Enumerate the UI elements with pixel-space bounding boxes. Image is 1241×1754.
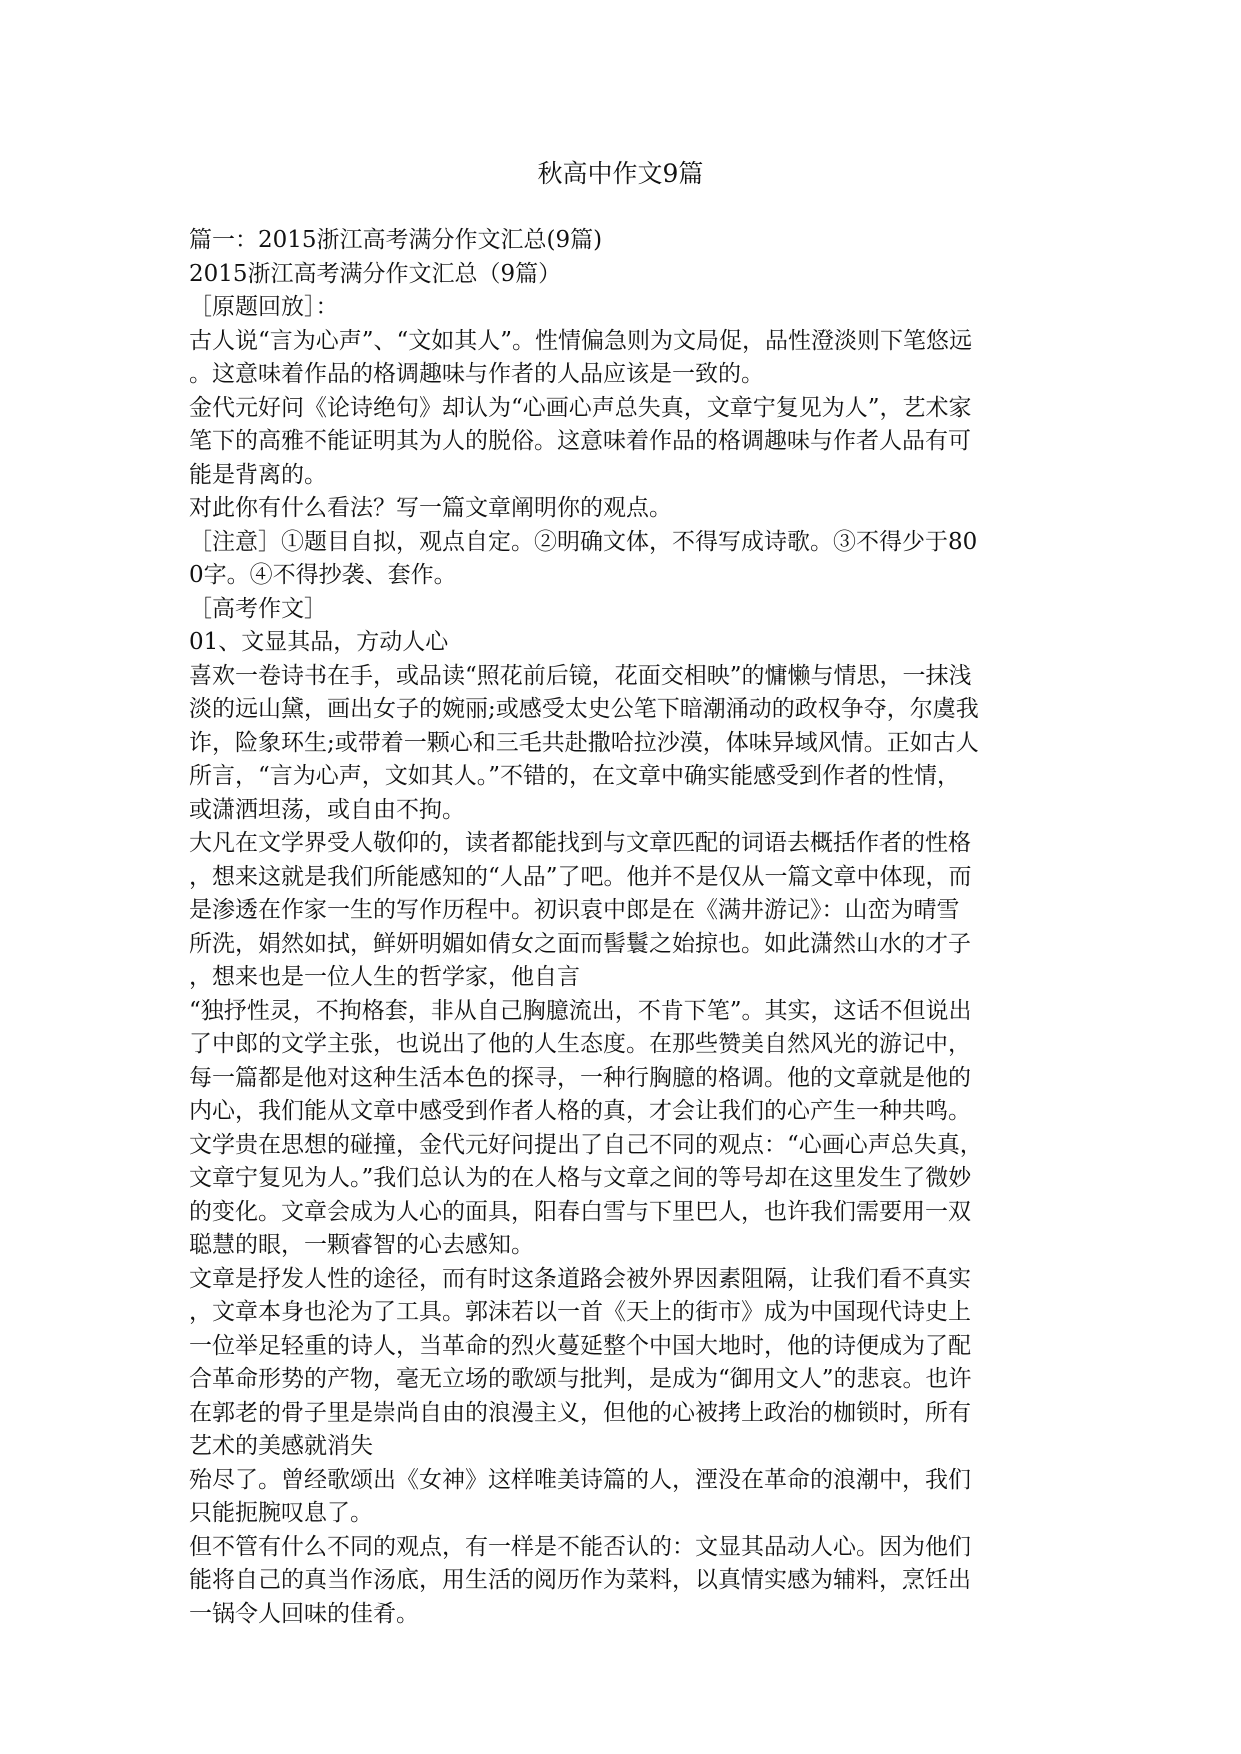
text-line: 能是背离的。 [189,461,327,488]
text-line: ，文章本身也沦为了工具。郭沫若以一首《天上的街市》成为中国现代诗史上 [189,1299,971,1325]
text-line: 0字。④不得抄袭、套作。 [189,562,457,588]
text-line: 只能扼腕叹息了。 [189,1500,373,1526]
text-line: 殆尽了。曾经歌颂出《女神》这样唯美诗篇的人，湮没在革命的浪潮中，我们 [189,1466,971,1493]
text-line: 所言，“言为心声，文如其人。”不错的，在文章中确实能感受到作者的性情， [189,763,961,789]
text-line: 。这意味着作品的格调趣味与作者的人品应该是一致的。 [189,361,764,387]
text-line: 文章是抒发人性的途径，而有时这条道路会被外界因素阻隔，让我们看不真实 [189,1265,971,1292]
text-line: ，想来也是一位人生的哲学家，他自言 [189,964,580,990]
text-line: 在郭老的骨子里是崇尚自由的浪漫主义，但他的心被拷上政治的枷锁时，所有 [189,1399,971,1426]
text-line: 2015浙江高考满分作文汇总（9篇） [189,260,562,287]
text-line: 是渗透在作家一生的写作历程中。初识袁中郎是在《满井游记》：山峦为晴雪 [189,897,960,923]
text-line: 金代元好问《论诗绝句》却认为“心画心声总失真，文章宁复见为人”，艺术家 [189,394,972,421]
text-line: 文学贵在思想的碰撞，金代元好问提出了自己不同的观点：“心画心声总失真， [189,1131,983,1158]
text-line: 01、文显其品，方动人心 [189,629,449,655]
text-line: 每一篇都是他对这种生活本色的探寻，一种行胸臆的格调。他的文章就是他的 [189,1064,971,1091]
text-line: 古人说“言为心声”、“文如其人”。性情偏急则为文局促，品性澄淡则下笔悠远 [189,327,973,354]
text-line: 合革命形势的产物，毫无立场的歌颂与批判，是成为“御用文人”的悲哀。也许 [189,1366,972,1392]
text-line: 淡的远山黛，画出女子的婉丽;或感受太史公笔下暗潮涌动的政权争夺，尔虞我 [189,696,979,722]
text-line: “独抒性灵，不拘格套，非从自己胸臆流出，不肯下笔”。其实，这话不但说出 [189,997,972,1024]
text-line: 大凡在文学界受人敬仰的，读者都能找到与文章匹配的词语去概括作者的性格 [189,830,971,856]
document-title: 秋高中作文9篇 [537,159,704,188]
text-line: 对此你有什么看法？写一篇文章阐明你的观点。 [189,495,672,521]
text-line: ［高考作文］ [189,595,327,622]
text-line: 但不管有什么不同的观点，有一样是不能否认的：文显其品动人心。因为他们 [189,1533,971,1560]
text-line: 一位举足轻重的诗人，当革命的烈火蔓延整个中国大地时，他的诗便成为了配 [189,1332,971,1359]
text-line: 艺术的美感就消失 [189,1433,373,1459]
text-line: ［注意］①题目自拟，观点自定。②明确文体，不得写成诗歌。③不得少于80 [189,528,978,555]
text-line: 的变化。文章会成为人心的面具，阳春白雪与下里巴人，也许我们需要用一双 [189,1198,971,1225]
text-line: 文章宁复见为人。”我们总认为的在人格与文章之间的等号却在这里发生了微妙 [189,1165,972,1191]
text-line: 笔下的高雅不能证明其为人的脱俗。这意味着作品的格调趣味与作者人品有可 [189,428,971,454]
text-line: ［原题回放］： [189,294,339,320]
text-line: 或潇洒坦荡，或自由不拘。 [189,796,465,823]
text-line: 喜欢一卷诗书在手，或品读“照花前后镜，花面交相映”的慵懒与情思，一抹浅 [189,662,972,689]
text-line: 一锅令人回味的佳肴。 [189,1600,419,1627]
text-line: 内心，我们能从文章中感受到作者人格的真，才会让我们的心产生一种共鸣。 [189,1098,971,1124]
document-body [189,224,1047,1631]
text-line: 聪慧的眼，一颗睿智的心去感知。 [189,1232,534,1258]
text-line: ，想来这就是我们所能感知的“人品”了吧。他并不是仅从一篇文章中体现，而 [189,863,972,890]
text-line: 篇一：2015浙江高考满分作文汇总(9篇) [189,227,603,253]
text-line: 诈，险象环生;或带着一颗心和三毛共赴撒哈拉沙漠，体味异域风情。正如古人 [189,729,979,756]
text-line: 了中郎的文学主张，也说出了他的人生态度。在那些赞美自然风光的游记中， [189,1031,971,1057]
text-line: 能将自己的真当作汤底，用生活的阅历作为菜料，以真情实感为辅料，烹饪出 [189,1567,971,1593]
text-line: 所洗，娟然如拭，鲜妍明媚如倩女之面而髻鬟之始掠也。如此潇然山水的才子 [189,930,971,957]
